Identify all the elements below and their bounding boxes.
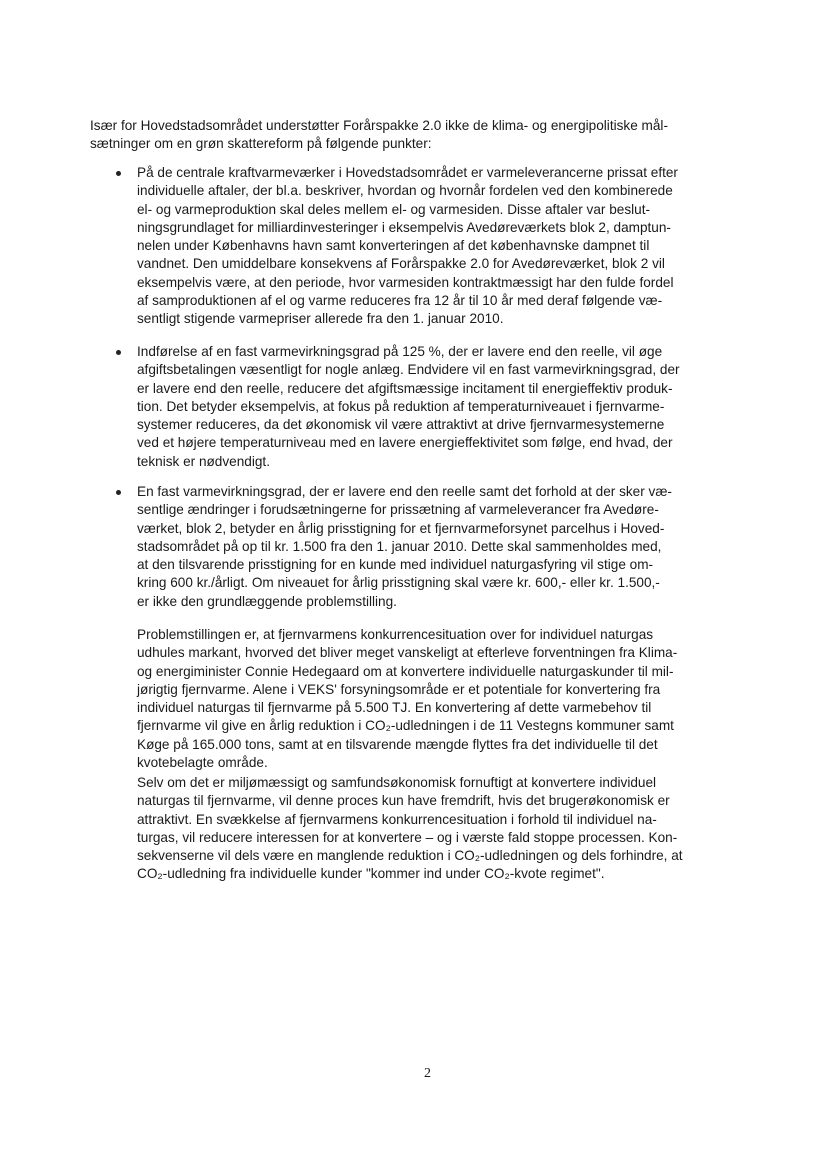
bullet-icon: [116, 490, 121, 495]
text-line: afgiftsbetalingen væsentligt for nogle anlæg. Endvidere vil en fast varmevirkningsgrad, der: [137, 362, 680, 378]
intro-paragraph: [90, 117, 668, 154]
text-line: Især for Hovedstadsområdet understøtter Forårspakke 2.0 ikke de klima- og energipolitiske mål-: [90, 118, 668, 133]
text-line: individuelle aftaler, der bl.a. beskriver, hvordan og hvornår fordelen ved den kombinerede: [137, 183, 673, 199]
text-line: vandnet. Den umiddelbare konsekvens af Forårspakke 2.0 for Avedøreværket, blok 2 vil: [137, 256, 665, 272]
text-line: naturgas til fjernvarme, vil denne proces kun have fremdrift, hvis det brugerøkonomisk er: [137, 793, 670, 809]
text-line: CO₂-udledning fra individuelle kunder "kommer ind under CO₂-kvote regimet".: [137, 866, 605, 882]
text-line: Indførelse af en fast varmevirkningsgrad på 125 %, der er lavere end den reelle, vil øge: [137, 344, 663, 359]
text-line: tion. Det betyder eksempelvis, at fokus på reduktion af temperaturniveauet i fjernvarme-: [137, 398, 665, 414]
text-line: Problemstillingen er, at fjernvarmens konkurrencesituation over for individuel naturgas: [137, 627, 654, 642]
text-line: at den tilsvarende prisstigning for en kunde med individuel naturgasfyring vil stige om-: [137, 557, 654, 573]
text-line: kvotebelagte område.: [137, 755, 268, 771]
text-line: sentlige ændringer i forudsætningerne for prissætning af varmeleverancer fra Avedøre-: [137, 502, 659, 518]
text-line: sætninger om en grøn skattereform på følgende punkter:: [90, 136, 432, 152]
bullet-icon: [116, 350, 121, 355]
text-line: værket, blok 2, betyder en årlig prisstigning for et fjernvarmeforsynet parcelhus i Hoved-: [137, 520, 665, 536]
text-line: er lavere end den reelle, reducere det afgiftsmæssige incitament til energieffektiv produk-: [137, 380, 673, 396]
text-line: Selv om det er miljømæssigt og samfundsøkonomisk fornuftigt at konvertere individuel: [137, 775, 657, 790]
text-line: sentligt stigende varmepriser allerede fra den 1. januar 2010.: [137, 311, 504, 327]
bullet-icon: [116, 171, 121, 176]
text-line: fjernvarme vil give en årlig reduktion i CO₂-udledningen i de 11 Vestegns kommuner samt: [137, 718, 674, 734]
page-number: 2: [424, 1066, 431, 1081]
text-line: jørigtig fjernvarme. Alene i VEKS' forsyningsområde er et potentiale for konvertering fra: [137, 681, 661, 697]
text-line: af samproduktionen af el og varme reduceres fra 12 år til 10 år med deraf følgende væ-: [137, 293, 663, 309]
text-line: el- og varmeproduktion skal deles mellem el- og varmesiden. Disse aftaler var beslut-: [137, 201, 651, 217]
text-line: nelen under Københavns havn samt konverteringen af det københavnske dampnet til: [137, 238, 650, 254]
text-line: stadsområdet på op til kr. 1.500 fra den 1. januar 2010. Dette skal sammenholdes med,: [137, 538, 662, 554]
text-line: individuel naturgas til fjernvarme på 5.500 TJ. En konvertering af dette varmebehov til: [137, 700, 652, 716]
text-line: ved et højere temperaturniveau med en lavere energieffektivitet som følge, end hvad, der: [137, 435, 673, 451]
text-line: er ikke den grundlæggende problemstilling.: [137, 593, 397, 609]
conclusion-paragraph: [137, 774, 683, 884]
text-line: systemer reduceres, da det økonomisk vil være attraktivt at drive fjernvarmesystemerne: [137, 417, 665, 433]
text-line: sekvenserne vil dels være en manglende reduktion i CO₂-udledningen og dels forhindre, at: [137, 848, 683, 864]
text-line: teknisk er nødvendigt.: [137, 453, 270, 469]
text-line: eksempelvis være, at den periode, hvor varmesiden kontraktmæssigt har den fulde fordel: [137, 274, 674, 290]
text-line: attraktivt. En svækkelse af fjernvarmens konkurrencesituation i forhold til individuel na-: [137, 811, 657, 827]
problem-paragraph: [137, 626, 677, 772]
text-line: og energiminister Connie Hedegaard om at konvertere individuelle naturgaskunder til mil-: [137, 663, 674, 679]
text-line: Køge på 165.000 tons, samt at en tilsvarende mængde flyttes fra det individuelle til det: [137, 736, 658, 752]
text-line: På de centrale kraftvarmeværker i Hovedstadsområdet er varmeleverancerne prissat efter: [137, 165, 678, 180]
text-line: udhules markant, hvorved det bliver meget vanskeligt at efterleve forventningen fra Klima-: [137, 645, 678, 661]
text-line: turgas, vil reducere interessen for at konvertere – og i værste fald stoppe processen. Kon-: [137, 829, 678, 845]
text-line: ningsgrundlaget for milliardinvesteringer i eksempelvis Avedøreværkets blok 2, damptun-: [137, 219, 671, 235]
text-line: En fast varmevirkningsgrad, der er lavere end den reelle samt det forhold at der sker væ-: [137, 484, 672, 499]
text-line: kring 600 kr./årligt. Om niveauet for årlig prisstigning skal være kr. 600,- eller kr. 1.500,-: [137, 575, 660, 591]
